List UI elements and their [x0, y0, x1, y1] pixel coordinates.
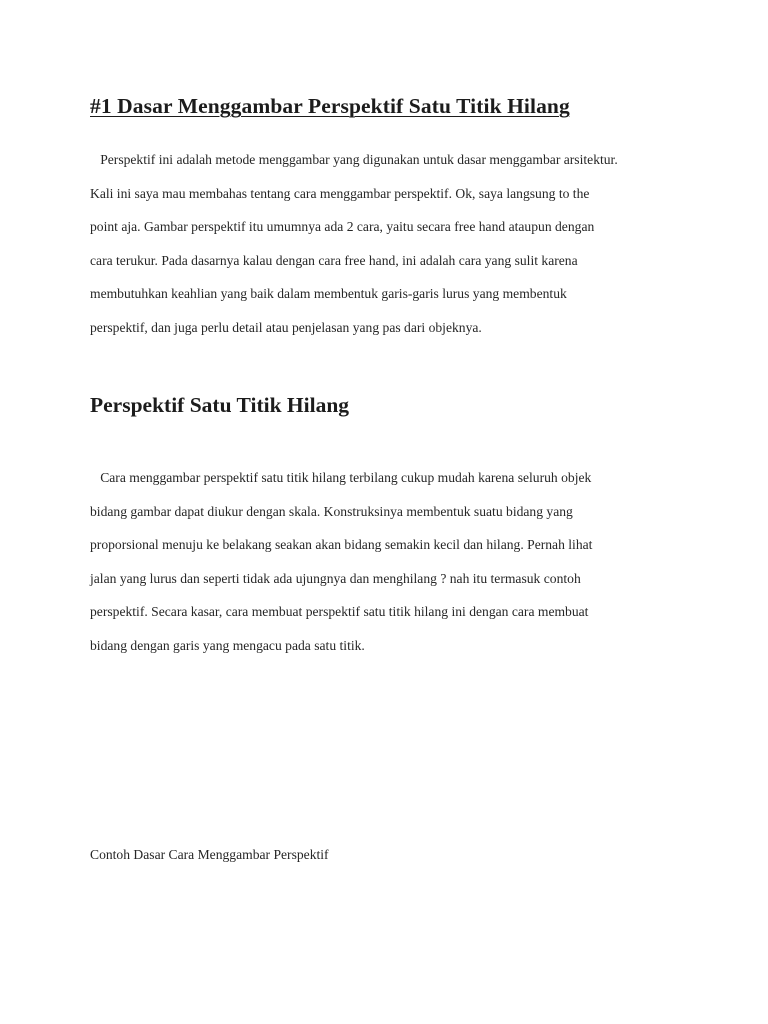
paragraph-line: cara terukur. Pada dasarnya kalau dengan cara free hand, ini adalah cara yang sulit karena — [90, 252, 578, 268]
explanation-paragraph — [90, 469, 700, 671]
intro-paragraph — [90, 151, 700, 353]
paragraph-line: bidang dengan garis yang mengacu pada satu titik. — [90, 637, 365, 653]
paragraph-line: Perspektif ini adalah metode menggambar yang digunakan untuk dasar menggambar arsitektur. — [90, 152, 618, 167]
paragraph-line: perspektif, dan juga perlu detail atau penjelasan yang pas dari objeknya. — [90, 319, 482, 335]
paragraph-line: bidang gambar dapat diukur dengan skala. Konstruksinya membentuk suatu bidang yang — [90, 503, 573, 519]
figure-caption: Contoh Dasar Cara Menggambar Perspektif — [90, 847, 329, 862]
section-heading-satu-titik-hilang: Perspektif Satu Titik Hilang — [90, 393, 350, 417]
paragraph-line: point aja. Gambar perspektif itu umumnya ada 2 cara, yaitu secara free hand ataupun dengan — [90, 219, 595, 235]
paragraph-line: proporsional menuju ke belakang seakan akan bidang semakin kecil dan hilang. Pernah lihat — [90, 537, 593, 553]
paragraph-line: perspektif. Secara kasar, cara membuat perspektif satu titik hilang ini dengan cara membuat — [90, 604, 589, 620]
section-heading-dasar-perspektif: #1 Dasar Menggambar Perspektif Satu Titik Hilang — [90, 94, 570, 118]
paragraph-line: Cara menggambar perspektif satu titik hilang terbilang cukup mudah karena seluruh objek — [90, 470, 592, 485]
paragraph-line: Kali ini saya mau membahas tentang cara menggambar perspektif. Ok, saya langsung to the — [90, 185, 590, 201]
paragraph-line: jalan yang lurus dan seperti tidak ada ujungnya dan menghilang ? nah itu termasuk contoh — [90, 570, 581, 586]
paragraph-line: membutuhkan keahlian yang baik dalam membentuk garis-garis lurus yang membentuk — [90, 286, 567, 302]
